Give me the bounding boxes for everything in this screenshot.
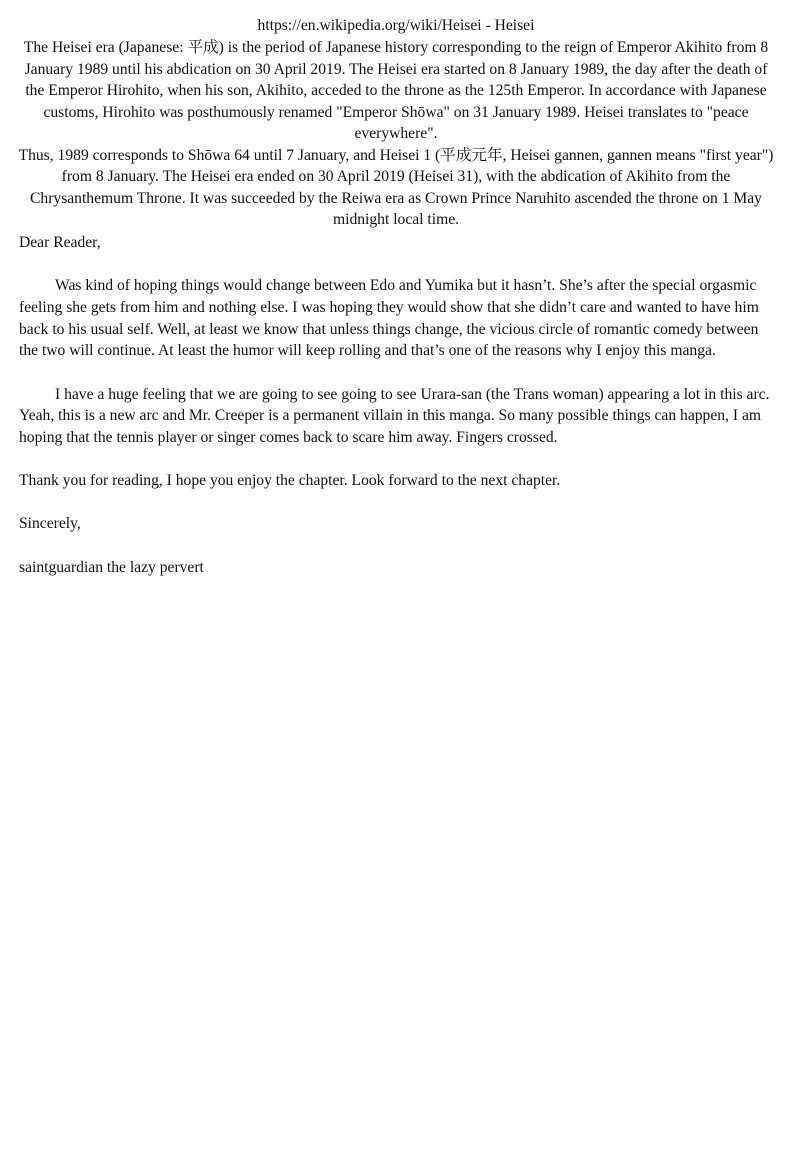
letter-paragraph-1: Was kind of hoping things would change between Edo and Yumika but it hasn’t. She’s after the special orgasmic feeling she gets from him and nothing else. I was hoping they would show that she didn’t care and wanted to have him back to his usual self. Well, at least we know that unless things change, the vicious circle of romantic comedy between the two will continue. At least the humor will keep rolling and that’s one of the reasons why I enjoy this manga. xyxy=(19,277,759,360)
thanks-line: Thank you for reading, I hope you enjoy the chapter. Look forward to the next chapter. xyxy=(19,472,561,490)
heisei-intro-block xyxy=(18,37,774,231)
letter-body xyxy=(19,232,771,578)
intro-paragraph-1: The Heisei era (Japanese: 平成) is the period of Japanese history corresponding to the reign of Emperor Akihito from 8 January 1989 until his abdication on 30 April 2019. The Heisei era started on 8 January 1989, the day after the death of the Emperor Hirohito, when his son, Akihito, acceded to the throne as the 125th Emperor. In accordance with Japanese customs, Hirohito was posthumously renamed "Emperor Shōwa" on 31 January 1989. Heisei translates to "peace everywhere". xyxy=(23,39,769,142)
intro-paragraph-2: Thus, 1989 corresponds to Shōwa 64 until 7 January, and Heisei 1 (平成元年, Heisei gannen, gannen means "first year") from 8 January. The Heisei era ended on 30 April 2019 (Heisei 31), with the abdication of Akihito from the Chrysanthemum Throne. It was succeeded by the Reiwa era as Crown Prince Naruhito ascended the throne on 1 May midnight local time. xyxy=(18,146,774,228)
closing-line: Sincerely, xyxy=(19,515,81,533)
salutation: Dear Reader, xyxy=(19,234,101,251)
signature-line: saintguardian the lazy pervert xyxy=(19,558,204,576)
letter-paragraph-2: I have a huge feeling that we are going to see going to see Urara-san (the Trans woman) appearing a lot in this arc. Yeah, this is a new arc and Mr. Creeper is a permanent villain in this manga. So many possible things can happen, I am hoping that the tennis player or singer comes back to scare him away. Fingers crossed. xyxy=(19,385,770,446)
source-url-line: https://en.wikipedia.org/wiki/Heisei - Heisei xyxy=(257,17,535,34)
